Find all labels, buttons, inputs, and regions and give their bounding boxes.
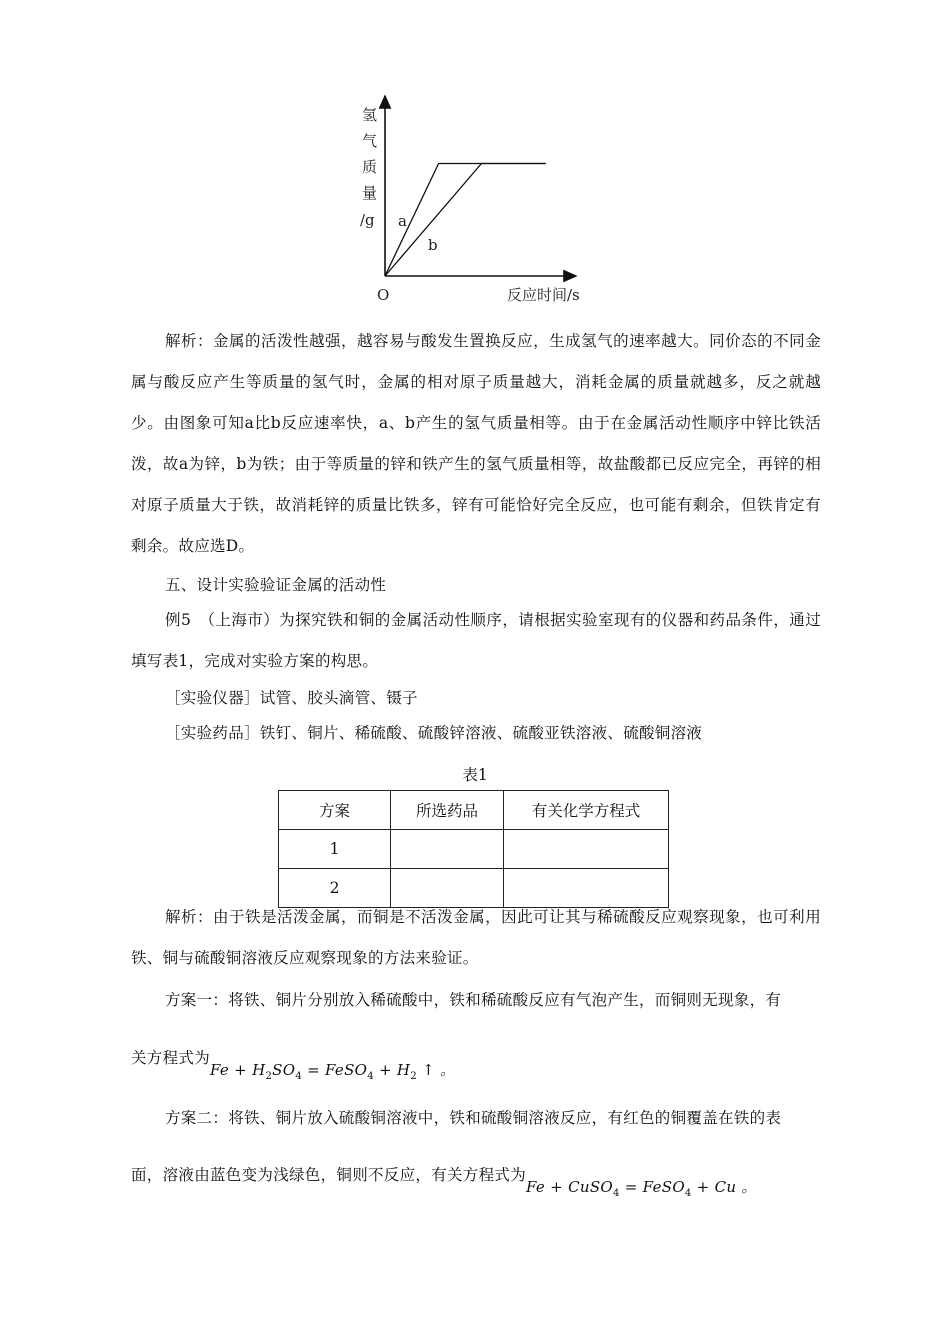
table-cell: 1: [279, 830, 391, 869]
table-header-row: [279, 791, 669, 830]
eq-part: + Cu 。: [691, 1178, 757, 1196]
eq-part: Fe + CuSO: [526, 1178, 613, 1196]
series-a-line: [385, 164, 546, 277]
line-b-label: b: [428, 236, 438, 254]
equation-fe-h2so4: [210, 1061, 456, 1082]
analysis-paragraph-2: 解析：由于铁是活泼金属，而铜是不活泼金属，因此可让其与稀硫酸反应观察现象，也可利用铁、铜与硫酸铜溶液反应观察现象的方法来验证。: [131, 908, 821, 967]
instruments-line: ［实验仪器］试管、胶头滴管、镊子: [165, 689, 418, 707]
line-a-label: a: [398, 212, 407, 230]
eq-subscript: 4: [684, 1188, 692, 1199]
eq-part: ↑ 。: [416, 1061, 456, 1079]
example-5-paragraph: 例5 （上海市）为探究铁和铜的金属活动性顺序，请根据实验室现有的仪器和药品条件，通过填写表1，完成对实验方案的构思。: [131, 611, 821, 670]
eq-subscript: 4: [295, 1071, 302, 1082]
equation-fe-cuso4: [526, 1178, 757, 1199]
plan-2-lead: 面，溶液由蓝色变为浅绿色，铜则不反应，有关方程式为: [131, 1166, 527, 1184]
eq-part: SO: [272, 1061, 296, 1079]
plan-1-lead: 关方程式为: [131, 1049, 211, 1067]
table-header-cell: 有关化学方程式: [504, 791, 669, 830]
experiment-plan-table: [278, 790, 669, 908]
eq-subscript: 4: [367, 1071, 374, 1082]
hydrogen-mass-chart: [350, 90, 610, 310]
eq-subscript: 4: [613, 1188, 620, 1199]
origin-label: O: [377, 286, 390, 304]
y-axis-label-char: 量: [362, 184, 378, 202]
section-heading-5: 五、设计实验验证金属的活动性: [165, 576, 387, 594]
plan-2-text: 方案二：将铁、铜片放入硫酸铜溶液中，铁和硫酸铜溶液反应，有红色的铜覆盖在铁的表: [165, 1109, 782, 1127]
eq-part: Fe + H: [210, 1061, 266, 1079]
y-axis-label-char: /g: [360, 211, 375, 229]
y-axis-label-char: 气: [362, 132, 378, 150]
table-row: [279, 830, 669, 869]
eq-subscript: 2: [265, 1071, 273, 1082]
eq-part: = FeSO: [619, 1178, 685, 1196]
eq-part: + H: [373, 1061, 411, 1079]
eq-part: = FeSO: [302, 1061, 368, 1079]
plan-2-equation-line: [131, 1163, 757, 1199]
x-axis-label: 反应时间/s: [507, 286, 580, 304]
y-axis-label-char: 质: [362, 158, 378, 176]
table-header-cell: 所选药品: [391, 791, 504, 830]
series-b-line: [385, 164, 546, 277]
analysis-paragraph-1: 解析：金属的活泼性越强，越容易与酸发生置换反应，生成氢气的速率越大。同价态的不同金属与酸反应产生等质量的氢气时，金属的相对原子质量越大，消耗金属的质量就越多，反之就越少。由图象可知a比b反应速率快，a、b产生的氢气质量相等。由于在金属活动性顺序中锌比铁活泼，故a为锌，b为铁；由于等质量的锌和铁产生的氢气质量相等，故盐酸都已反应完全，再锌的相对原子质量大于铁，故消耗锌的质量比铁多，锌有可能恰好完全反应，也可能有剩余，但铁肯定有剩余。故应选D。: [131, 332, 821, 555]
eq-subscript: 2: [410, 1071, 417, 1082]
table-header-cell: 方案: [279, 791, 391, 830]
table-cell: [504, 830, 669, 869]
table-caption: 表1: [462, 766, 488, 784]
plan-1-equation-line: [131, 1046, 456, 1082]
plan-1-text: 方案一：将铁、铜片分别放入稀硫酸中，铁和稀硫酸反应有气泡产生，而铜则无现象，有: [165, 991, 782, 1009]
table-cell: [391, 830, 504, 869]
chart-svg: [350, 90, 610, 310]
table-cell: 2: [279, 869, 391, 908]
reagents-line: ［实验药品］铁钉、铜片、稀硫酸、硫酸锌溶液、硫酸亚铁溶液、硫酸铜溶液: [165, 724, 703, 742]
y-axis-label-char: 氢: [362, 106, 378, 124]
